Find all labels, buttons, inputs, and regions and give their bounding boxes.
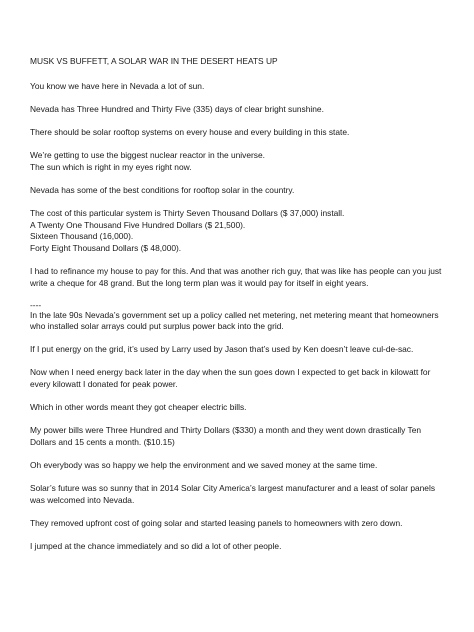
paragraph-line: In the late 90s Nevada’s government set up a policy called net metering, net metering meant that homeowners who installed solar arrays could put surplus power back into the grid. bbox=[30, 309, 439, 332]
paragraph-line: Solar’s future was so sunny that in 2014 Solar City America’s largest manufacturer and a least of solar panels was welcomed into Nevada. bbox=[30, 482, 436, 505]
document-title: MUSK VS BUFFETT, A SOLAR WAR IN THE DESERT HEATS UP bbox=[30, 56, 278, 66]
paragraph-line: I had to refinance my house to pay for this. And that was another rich guy, that was like has people can you just write a cheque for 48 grand. But the long term plan was it would pay for itself in eight years. bbox=[30, 265, 442, 288]
paragraph-line: I jumped at the chance immediately and so did a lot of other people. bbox=[30, 540, 282, 551]
paragraph-line: Forty Eight Thousand Dollars ($ 48,000). bbox=[30, 242, 182, 253]
paragraph bbox=[30, 344, 444, 356]
paragraph-line: If I put energy on the grid, it’s used by Larry used by Jason that’s used by Ken doesn’t leave cul-de-sac. bbox=[30, 344, 414, 355]
paragraph-line: The cost of this particular system is Thirty Seven Thousand Dollars ($ 37,000) install. bbox=[30, 208, 345, 219]
paragraph bbox=[30, 185, 444, 197]
paragraph bbox=[30, 310, 444, 333]
paragraph-line: A Twenty One Thousand Five Hundred Dollars ($ 21,500). bbox=[30, 219, 246, 230]
paragraph bbox=[30, 483, 444, 506]
section-separator: ---- bbox=[30, 299, 42, 310]
paragraph-line: The sun which is right in my eyes right now. bbox=[30, 161, 192, 172]
paragraph bbox=[30, 541, 444, 553]
paragraph bbox=[30, 208, 444, 254]
paragraph-line: My power bills were Three Hundred and Thirty Dollars ($330) a month and they went down drastically Ten Dollars and 15 cents a month. ($10.15) bbox=[30, 425, 422, 447]
paragraph-line: Sixteen Thousand (16,000). bbox=[30, 231, 134, 242]
paragraph bbox=[30, 104, 444, 116]
paragraph bbox=[30, 460, 444, 472]
paragraph-line: We’re getting to use the biggest nuclear reactor in the universe. bbox=[30, 150, 265, 161]
paragraph bbox=[30, 266, 444, 289]
paragraphs-before bbox=[30, 81, 444, 289]
paragraph-line: Nevada has some of the best conditions for rooftop solar in the country. bbox=[30, 184, 295, 195]
paragraph bbox=[30, 81, 444, 93]
paragraph bbox=[30, 367, 444, 390]
paragraph-line: Nevada has Three Hundred and Thirty Five (335) days of clear bright sunshine. bbox=[30, 104, 324, 115]
paragraph bbox=[30, 518, 444, 530]
paragraph-line: Which in other words meant they got cheaper electric bills. bbox=[30, 402, 247, 413]
paragraph-line: Oh everybody was so happy we help the environment and we saved money at the same time. bbox=[30, 459, 378, 470]
paragraph bbox=[30, 127, 444, 139]
paragraph-line: Now when I need energy back later in the day when the sun goes down I expected to get back in kilowatt for every kilowatt I donated for peak power. bbox=[30, 367, 431, 389]
paragraph bbox=[30, 425, 444, 448]
paragraph-line: You know we have here in Nevada a lot of sun. bbox=[30, 81, 205, 91]
paragraph bbox=[30, 150, 444, 173]
paragraph-line: There should be solar rooftop systems on every house and every building in this state. bbox=[30, 127, 350, 138]
paragraph bbox=[30, 402, 444, 414]
paragraphs-after bbox=[30, 310, 444, 553]
paragraph-line: They removed upfront cost of going solar and started leasing panels to homeowners with zero down. bbox=[30, 517, 403, 528]
